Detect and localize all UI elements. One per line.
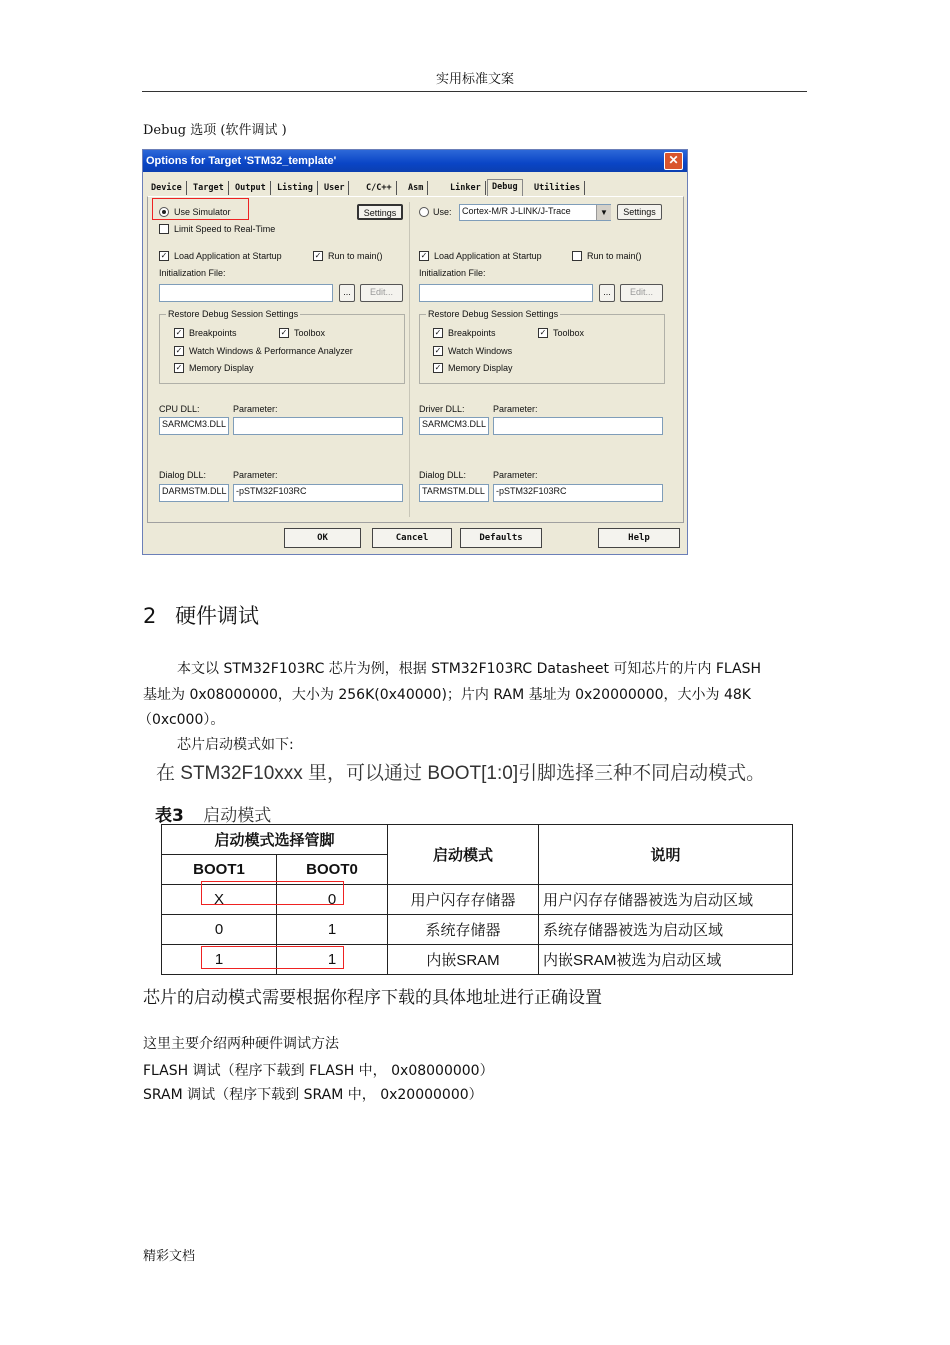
r-load-app-checkbox[interactable]: ✓	[420, 251, 428, 260]
boot-note: 芯片的启动模式需要根据你程序下载的具体地址进行正确设置	[143, 988, 602, 1008]
cell-desc: 内嵌SRAM被选为启动区域	[539, 945, 793, 975]
use-simulator-label: Use Simulator	[174, 207, 231, 217]
dialog-param-input[interactable]: -pSTM32F103RC	[233, 484, 403, 502]
cell-boot1: 0	[162, 915, 277, 945]
sim-settings-button[interactable]: Settings	[357, 204, 403, 220]
para-line-2: 基址为 0x08000000，大小为 256K(0x40000)；片内 RAM 基址为 0x20000000，大小为 48K	[143, 687, 751, 703]
cell-boot1: 1	[162, 945, 277, 975]
tab-asm[interactable]: Asm	[404, 181, 428, 195]
cpu-param-input[interactable]	[233, 417, 403, 435]
cell-boot0: 0	[277, 885, 388, 915]
load-app-label: Load Application at Startup	[174, 251, 282, 261]
r-memory-label: Memory Display	[448, 363, 513, 373]
boot-header-select: 启动模式选择管脚	[162, 825, 388, 855]
run-main-label: Run to main()	[328, 251, 383, 261]
tab-device[interactable]: Device	[147, 181, 187, 195]
restore-group-title: Restore Debug Session Settings	[168, 309, 299, 319]
memory-label: Memory Display	[189, 363, 254, 373]
boot-table-caption-text: 启动模式	[203, 806, 272, 826]
boot-table-caption	[155, 801, 271, 826]
driver-select[interactable]	[459, 204, 611, 221]
page-header: 实用标准文案	[435, 72, 514, 87]
driver-select-value: Cortex-M/R J-LINK/J-Trace	[462, 206, 571, 216]
boot-header-desc: 说明	[539, 825, 793, 885]
dialog-dll-label: Dialog DLL:	[159, 470, 207, 480]
dialog-dll-input[interactable]: DARMSTM.DLL	[159, 484, 229, 502]
highlight-row-sram	[201, 946, 344, 969]
r-watch-checkbox[interactable]: ✓	[434, 346, 442, 355]
section-number: 2	[143, 604, 157, 628]
r-dialog-dll-label: Dialog DLL:	[419, 470, 467, 480]
method-flash: FLASH 调试（程序下载到 FLASH 中， 0x08000000）	[143, 1063, 494, 1079]
cpu-dll-label: CPU DLL:	[159, 404, 200, 414]
tab-cpp[interactable]: C/C++	[362, 181, 397, 195]
tab-linker[interactable]: Linker	[446, 181, 486, 195]
driver-dll-label: Driver DLL:	[419, 404, 465, 414]
r-breakpoints-checkbox[interactable]: ✓	[434, 328, 442, 337]
cell-boot0: 1	[277, 945, 388, 975]
boot-table-caption-num: 表3	[155, 806, 184, 826]
init-file-label: Initialization File:	[159, 268, 226, 278]
ok-button[interactable]: OK	[284, 528, 361, 548]
boot-intro: 在 STM32F10xxx 里，可以通过 BOOT[1:0]引脚选择三种不同启动模式。	[156, 763, 766, 784]
limit-speed-checkbox[interactable]	[159, 224, 169, 234]
boot-header-mode: 启动模式	[388, 825, 539, 885]
cpu-param-label: Parameter:	[233, 404, 278, 414]
toolbox-checkbox[interactable]: ✓	[280, 328, 288, 337]
tab-output[interactable]: Output	[231, 181, 271, 195]
r-toolbox-checkbox[interactable]: ✓	[539, 328, 547, 337]
panel-divider	[409, 202, 410, 517]
r-init-file-label: Initialization File:	[419, 268, 486, 278]
driver-dll-input[interactable]: SARMCM3.DLL	[419, 417, 489, 435]
cpu-dll-input[interactable]: SARMCM3.DLL	[159, 417, 229, 435]
r-memory-checkbox[interactable]: ✓	[434, 363, 442, 372]
para-line-1: 本文以 STM32F103RC 芯片为例，根据 STM32F103RC Datasheet 可知芯片的片内 FLASH	[177, 661, 761, 677]
r-dialog-dll-input[interactable]: TARMSTM.DLL	[419, 484, 489, 502]
run-main-checkbox[interactable]: ✓	[314, 251, 322, 260]
r-breakpoints-label: Breakpoints	[448, 328, 496, 338]
para-line-3: （0xc000）。	[138, 712, 225, 728]
dialog-titlebar	[143, 150, 687, 172]
breakpoints-label: Breakpoints	[189, 328, 237, 338]
para-line-4: 芯片启动模式如下:	[177, 737, 294, 753]
load-app-checkbox[interactable]: ✓	[160, 251, 168, 260]
init-file-input[interactable]	[159, 284, 333, 302]
memory-checkbox[interactable]: ✓	[175, 363, 183, 372]
page-footer: 精彩文档	[143, 1249, 196, 1264]
r-init-file-input[interactable]	[419, 284, 593, 302]
driver-param-label: Parameter:	[493, 404, 538, 414]
cancel-button[interactable]: Cancel	[372, 528, 452, 548]
method-sram: SRAM 调试（程序下载到 SRAM 中， 0x20000000）	[143, 1087, 483, 1103]
section-heading	[143, 600, 259, 630]
cell-mode: 用户闪存存储器	[388, 885, 539, 915]
debug-caption: Debug 选项 (软件调试 )	[143, 123, 287, 138]
cell-boot1: X	[162, 885, 277, 915]
tab-listing[interactable]: Listing	[273, 181, 318, 195]
r-run-main-label: Run to main()	[587, 251, 642, 261]
init-file-browse-button[interactable]: ...	[339, 284, 355, 302]
tab-debug[interactable]: Debug	[487, 179, 523, 197]
r-init-file-edit-button[interactable]: Edit...	[620, 284, 663, 302]
watch-checkbox[interactable]: ✓	[175, 346, 183, 355]
r-load-app-label: Load Application at Startup	[434, 251, 542, 261]
r-dialog-param-input[interactable]: -pSTM32F103RC	[493, 484, 663, 502]
watch-label: Watch Windows & Performance Analyzer	[189, 346, 353, 356]
options-dialog	[142, 149, 688, 555]
r-toolbox-label: Toolbox	[553, 328, 585, 338]
cell-mode: 系统存储器	[388, 915, 539, 945]
r-dialog-param-label: Parameter:	[493, 470, 538, 480]
r-init-file-browse-button[interactable]: ...	[599, 284, 615, 302]
cell-mode: 内嵌SRAM	[388, 945, 539, 975]
limit-speed-label: Limit Speed to Real-Time	[174, 224, 276, 234]
tab-user[interactable]: User	[320, 181, 349, 195]
chevron-down-icon[interactable]: ▼	[596, 205, 611, 220]
boot-header-boot1: BOOT1	[162, 855, 277, 885]
header-rule	[142, 91, 807, 92]
cell-desc: 系统存储器被选为启动区域	[539, 915, 793, 945]
close-icon[interactable]: ✕	[664, 152, 683, 170]
driver-param-input[interactable]	[493, 417, 663, 435]
boot-header-boot0: BOOT0	[277, 855, 388, 885]
methods-intro: 这里主要介绍两种硬件调试方法	[143, 1036, 339, 1052]
breakpoints-checkbox[interactable]: ✓	[175, 328, 183, 337]
driver-settings-button[interactable]: Settings	[617, 204, 662, 220]
r-run-main-checkbox[interactable]	[572, 251, 582, 261]
tab-utilities[interactable]: Utilities	[530, 181, 585, 195]
dialog-title: Options for Target 'STM32_template'	[146, 155, 337, 167]
highlight-row-flash	[201, 881, 344, 905]
section-title: 硬件调试	[175, 604, 260, 628]
r-watch-label: Watch Windows	[448, 346, 513, 356]
use-simulator-radio[interactable]	[159, 207, 169, 217]
init-file-edit-button[interactable]: Edit...	[360, 284, 403, 302]
use-driver-radio[interactable]	[419, 207, 429, 217]
use-driver-label: Use:	[433, 207, 452, 217]
tab-target[interactable]: Target	[189, 181, 229, 195]
dialog-param-label: Parameter:	[233, 470, 278, 480]
cell-boot0: 1	[277, 915, 388, 945]
r-restore-group-title: Restore Debug Session Settings	[428, 309, 559, 319]
defaults-button[interactable]: Defaults	[460, 528, 542, 548]
help-button[interactable]: Help	[598, 528, 680, 548]
table-row	[162, 915, 793, 945]
toolbox-label: Toolbox	[294, 328, 326, 338]
cell-desc: 用户闪存存储器被选为启动区域	[539, 885, 793, 915]
